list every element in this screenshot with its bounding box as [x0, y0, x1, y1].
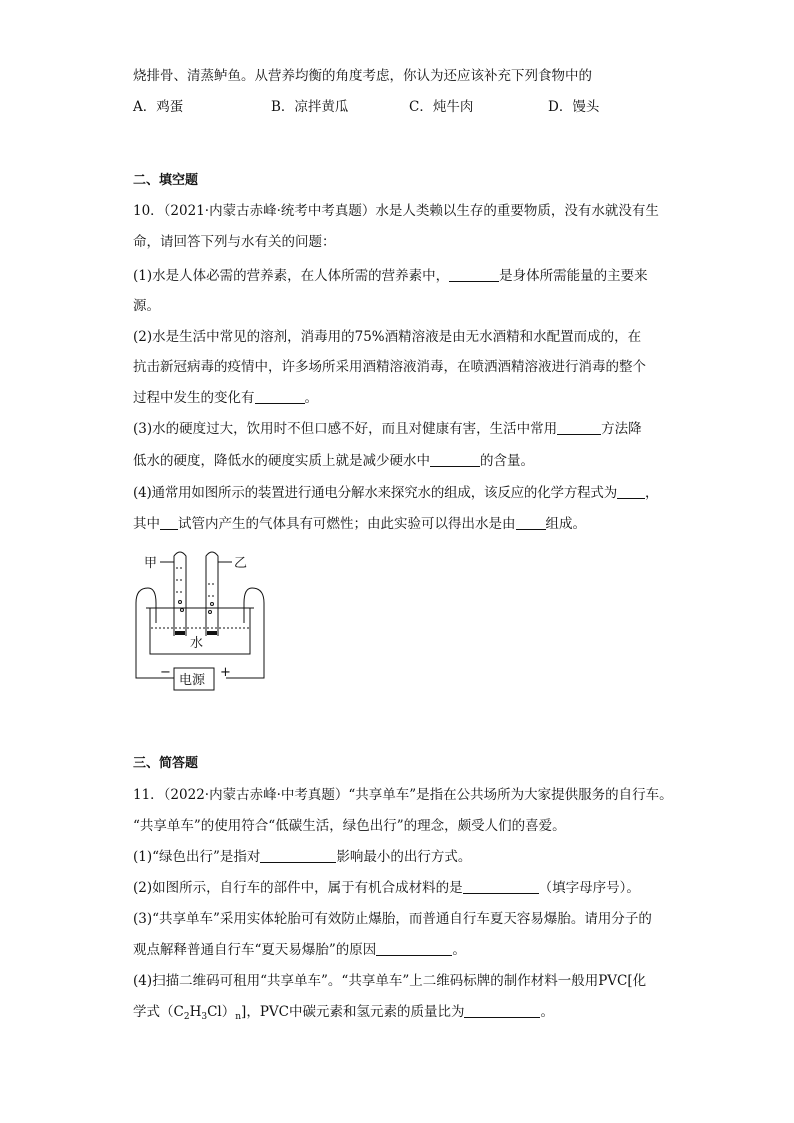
q9-option-d: D．馒头	[548, 99, 600, 115]
q10-p3-text: (3)水的硬度过大，饮用时不但口感不好，而且对健康有害，生活中常用	[133, 421, 558, 437]
q11-part-4-a: (4)扫描二维码可租用“共享单车”。“共享单车”上二维码标牌的制作材料一般用PVC[化	[133, 973, 647, 989]
q10-p4-text-c: 其中	[133, 516, 160, 532]
q11-part-4-b	[133, 1002, 554, 1022]
q10-part-3-a	[133, 419, 642, 439]
q10-line-2: 命，请回答下列与水有关的问题：	[133, 234, 336, 250]
electrode-right	[207, 631, 217, 635]
answer-blank[interactable]	[557, 420, 601, 435]
q10-p1-text-b: 是身体所需能量的主要来	[499, 268, 648, 284]
q10-p4-text-d: 试管内产生的气体具有可燃性；由此实验可以得出水是由	[178, 516, 516, 532]
q11-p4-end: 。	[540, 1004, 554, 1020]
q10-line-1: 10．（2021·内蒙古赤峰·统考中考真题）水是人类赖以生存的重要物质，没有水就没有生	[133, 203, 659, 219]
formula-text: Cl）	[207, 1004, 236, 1020]
answer-blank[interactable]	[430, 452, 480, 467]
answer-blank[interactable]	[160, 515, 178, 530]
electrolysis-apparatus-figure	[130, 548, 270, 698]
q10-p3-end: 的含量。	[480, 453, 534, 469]
q11-line-2: “共享单车”的使用符合“低碳生活，绿色出行”的理念，颇受人们的喜爱。	[133, 818, 566, 834]
q9-text: 烧排骨、清蒸鲈鱼。从营养均衡的角度考虑，你认为还应该补充下列食物中的	[133, 68, 592, 84]
answer-blank[interactable]	[376, 941, 452, 956]
q10-p4-comma: ，	[645, 485, 659, 501]
answer-blank[interactable]	[449, 267, 499, 282]
q10-part-4-b	[133, 514, 586, 534]
q10-part-2-c	[133, 388, 318, 408]
q9-option-a: A．鸡蛋	[133, 99, 184, 115]
q10-part-2-a: (2)水是生活中常见的溶剂，消毒用的75%酒精溶液是由无水酒精和水配置而成的，在	[133, 329, 642, 345]
formula-subscript: n	[235, 1012, 242, 1022]
q10-p2-text: 过程中发生的变化有	[133, 390, 255, 406]
q10-p4-text: (4)通常用如图所示的装置进行通电分解水来探究水的组成，该反应的化学方程式为	[133, 485, 618, 501]
q10-part-1	[133, 266, 648, 286]
section-3-title: 三、简答题	[133, 756, 199, 771]
q10-p1-text: (1)水是人体必需的营养素，在人体所需的营养素中，	[133, 268, 450, 284]
left-wire	[136, 588, 156, 678]
right-wire	[244, 588, 264, 678]
label-minus: −	[160, 665, 171, 680]
q10-p4-end: 组成。	[545, 516, 586, 532]
q11-p3-end: 。	[452, 942, 466, 958]
label-plus: +	[220, 665, 231, 680]
label-yi: 乙	[234, 556, 248, 571]
q10-part-2-b: 抗击新冠病毒的疫情中，许多场所采用酒精溶液消毒，在喷洒酒精溶液进行消毒的整个	[133, 359, 646, 375]
answer-blank[interactable]	[617, 484, 645, 499]
q11-part-2	[133, 878, 640, 898]
q10-part-3-b	[133, 451, 534, 471]
q11-p4-text: ]，PVC中碳元素和氢元素的质量比为	[241, 1004, 465, 1020]
q11-p1-text-b: 影响最小的出行方式。	[336, 849, 472, 865]
answer-blank[interactable]	[260, 848, 336, 863]
q10-part-4-a	[133, 483, 658, 503]
answer-blank[interactable]	[464, 1003, 540, 1018]
q11-p1-text: (1)“绿色出行”是指对	[133, 849, 261, 865]
q11-line-1: 11．（2022·内蒙古赤峰·中考真题）“共享单车”是指在公共场所为大家提供服务的自行车。	[133, 787, 673, 803]
electrode-left	[175, 631, 185, 635]
formula-subscript: 3	[201, 1012, 208, 1022]
label-water: 水	[190, 636, 204, 651]
tube-jia	[174, 552, 186, 636]
q10-p2-end: 。	[304, 390, 318, 406]
q11-part-3-a: (3)“共享单车”采用实体轮胎可有效防止爆胎，而普通自行车夏天容易爆胎。请用分子的	[133, 911, 652, 927]
label-jia: 甲	[144, 556, 158, 571]
tube-yi	[206, 552, 218, 636]
answer-blank[interactable]	[255, 389, 305, 404]
answer-blank[interactable]	[463, 879, 539, 894]
formula-subscript: 2	[183, 1012, 190, 1022]
formula-text: 学式（C	[133, 1004, 184, 1020]
q11-p3-text: 观点解释普通自行车“夏天易爆胎”的原因	[133, 942, 377, 958]
section-2-title: 二、填空题	[133, 173, 199, 188]
q11-p2-text-b: （填字母序号）。	[538, 880, 640, 896]
q9-option-b: B．凉拌黄瓜	[271, 99, 349, 115]
formula-text: H	[189, 1004, 202, 1020]
q11-part-3-b	[133, 940, 466, 960]
q11-p2-text: (2)如图所示，自行车的部件中，属于有机合成材料的是	[133, 880, 463, 896]
answer-blank[interactable]	[516, 515, 546, 530]
q10-p3-text-c: 低水的硬度，降低水的硬度实质上就是减少硬水中	[133, 453, 430, 469]
q9-option-c: C．炖牛肉	[409, 99, 474, 115]
q10-p3-text-b: 方法降	[601, 421, 642, 437]
q10-part-1-cont: 源。	[133, 298, 160, 314]
label-power-source: 电源	[179, 673, 206, 688]
q11-part-1	[133, 847, 471, 867]
